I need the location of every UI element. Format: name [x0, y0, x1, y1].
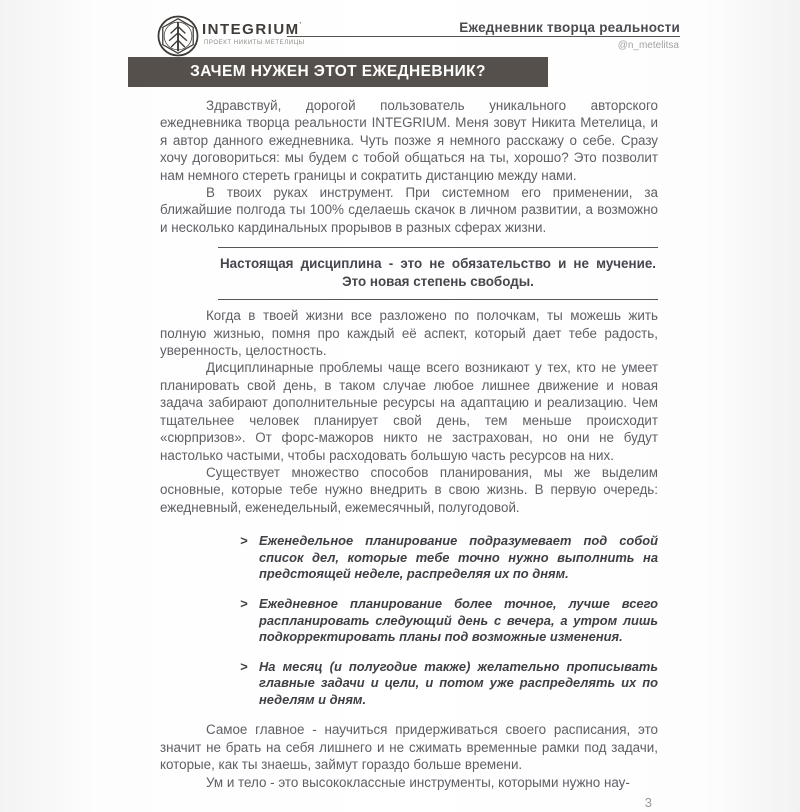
section-banner-title: ЗАЧЕМ НУЖЕН ЭТОТ ЕЖЕДНЕВНИК? [190, 63, 486, 80]
logo-wordmark: INTEGRIUM’ [202, 21, 303, 38]
bullet-marker-icon: > [240, 658, 248, 674]
list-item-text: Еженедельное планирование подразумевает под собой список дел, которые тебе точно нужно выполнить на предстоящей неделе, распределяя их по дням. [259, 533, 658, 582]
list-item-text: На месяц (и полугодие также) желательно прописывать главные задачи и цели, и потом уже распределять их по неделям и дням. [259, 658, 658, 707]
paragraph: Здравствуй, дорогой пользователь уникального авторского ежедневника творца реальности INTEGRIUM. Меня зовут Никита Метелица, и я автор данного ежедневника. Чуть позже я немного расскажу о себе. Сразу хочу договориться: мы будем с тобой общаться на ты, хорошо? Это позволит нам немного стереть границы и сократить дистанцию между нами. [160, 98, 658, 183]
bullet-marker-icon: > [240, 533, 248, 549]
paragraph: Когда в твоей жизни все разложено по полочкам, ты можешь жить полную жизнью, помня про каждый её аспект, который дает тебе радость, уверенность, целостность. [160, 308, 658, 359]
page-number: 3 [644, 795, 652, 811]
paragraph: Ум и тело - это высококлассные инструменты, которыми нужно нау- [206, 774, 630, 790]
logo-tagline: ПРОЕКТ НИКИТЫ МЕТЕЛИЦЫ [204, 40, 305, 46]
paragraph: Существует множество способов планирования, мы же выделим основные, которые тебе нужно внедрить в свою жизнь. В первую очередь: ежедневный, еженедельный, ежемесячный, полугодовой. [160, 464, 658, 515]
list-item [240, 533, 658, 583]
integrium-logo-icon [157, 15, 199, 57]
paragraph: В твоих руках инструмент. При системном его применении, за ближайшие полгода ты 100% сделаешь скачок в личном развитии, а возможно и несколько кардинальных прорывов в разных сферах жизни. [160, 185, 658, 235]
list-item [240, 596, 658, 646]
list-item [240, 659, 658, 709]
bullet-marker-icon: > [240, 595, 248, 611]
page-body [160, 97, 658, 812]
section-banner [128, 57, 548, 87]
paragraph: Самое главное - научиться придерживаться своего расписания, это значит не брать на себя лишнего и не сжимать временные рамки под задачи, которые, как ты знаешь, займут гораздо больше времени. [160, 722, 658, 773]
bullet-list [160, 533, 658, 708]
list-item-text: Ежедневное планирование более точное, лучше всего распланировать следующий день с вечера, а утром лишь подкорректировать планы под возможные изменения. [259, 595, 658, 645]
social-handle: @n_metelitsa [617, 40, 679, 51]
paragraph: Дисциплинарные проблемы чаще всего возникают у тех, кто не умеет планировать свой день, в таком случае любое лишнее движение и новая задача забирают дополнительные ресурсы на адаптацию и реализацию. Чем тщательнее человек планирует свой день, тем меньше происходит «сюрпризов». От форс-мажоров никто не застрахован, но они не будут настолько частыми, чтобы расходовать большую часть ресурсов на них. [160, 360, 658, 463]
document-title: Ежедневник творца реальности [459, 20, 680, 35]
logo-trademark: ’ [299, 21, 303, 30]
quote-block: Настоящая дисциплина - это не обязательство и не мучение. Это новая степень свободы. [218, 247, 658, 300]
header-divider [287, 36, 680, 37]
